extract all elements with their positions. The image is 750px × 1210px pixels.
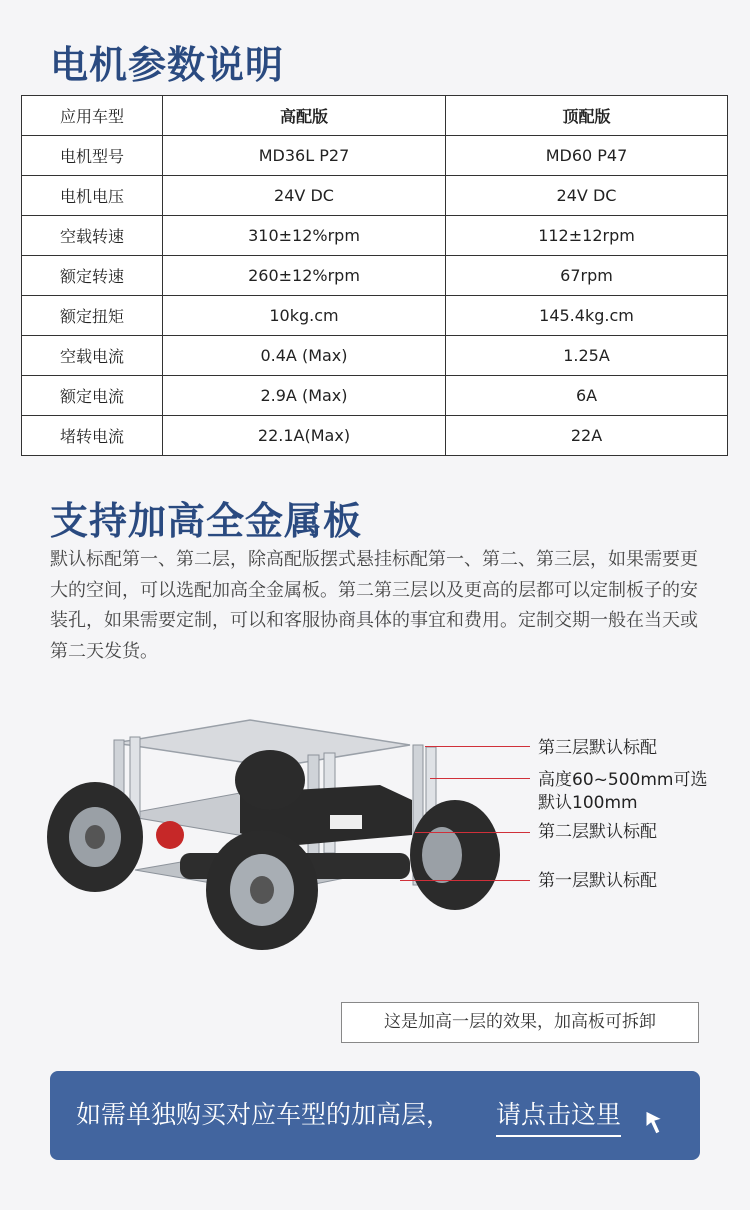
motor-spec-table xyxy=(21,95,728,456)
value-cell: 22.1A(Max) xyxy=(163,416,446,456)
value-cell: MD60 P47 xyxy=(446,136,728,176)
value-cell: 112±12rpm xyxy=(446,216,728,256)
removable-plate-note: 这是加高一层的效果，加高板可拆卸 xyxy=(341,1002,699,1043)
value-cell: 24V DC xyxy=(163,176,446,216)
row-label-cell: 空载转速 xyxy=(22,216,163,256)
header-cell: 应用车型 xyxy=(22,96,163,136)
wheel-rear-left xyxy=(235,750,305,810)
annotation-line-layer1 xyxy=(400,880,530,881)
table-row xyxy=(22,176,728,216)
value-cell: 145.4kg.cm xyxy=(446,296,728,336)
row-label-cell: 额定转速 xyxy=(22,256,163,296)
annotation-height-range: 高度60~500mm可选 xyxy=(538,770,708,790)
annotation-layer3: 第三层默认标配 xyxy=(538,738,657,758)
value-cell: MD36L P27 xyxy=(163,136,446,176)
table-header-row xyxy=(22,96,728,136)
click-here-link[interactable]: 请点击这里 xyxy=(496,1095,621,1137)
motor-params-title: 电机参数说明 xyxy=(50,43,285,87)
cursor-pointer-icon xyxy=(640,1105,668,1137)
value-cell: 310±12%rpm xyxy=(163,216,446,256)
row-label-cell: 电机型号 xyxy=(22,136,163,176)
wheel-front-right xyxy=(206,830,318,950)
banner-text: 如需单独购买对应车型的加高层， xyxy=(76,1100,452,1129)
annotation-line-height xyxy=(430,778,530,779)
header-cell: 顶配版 xyxy=(446,96,728,136)
value-cell: 67rpm xyxy=(446,256,728,296)
row-label-cell: 空载电流 xyxy=(22,336,163,376)
row-label-cell: 堵转电流 xyxy=(22,416,163,456)
purchase-banner[interactable] xyxy=(50,1071,700,1160)
metal-plate-description: 默认标配第一、第二层，除高配版摆式悬挂标配第一、第二、第三层，如果需要更大的空间，可以选配加高全金属板。第二第三层以及更高的层都可以定制板子的安装孔，如果需要定制，可以和客服协商具体的事宜和费用。定制交期一般在当天或第二天发货。 xyxy=(50,549,698,662)
annotation-line-layer2 xyxy=(415,832,530,833)
annotation-height-default: 默认100mm xyxy=(538,793,638,813)
annotation-line-layer3 xyxy=(425,746,530,747)
annotation-layer2: 第二层默认标配 xyxy=(538,822,657,842)
table-row xyxy=(22,296,728,336)
table-row xyxy=(22,416,728,456)
value-cell: 1.25A xyxy=(446,336,728,376)
wheel-front-left xyxy=(47,782,143,892)
table-row xyxy=(22,376,728,416)
wheel-rear-right xyxy=(410,800,500,910)
robot-chassis-image xyxy=(40,705,510,950)
metal-plate-title: 支持加高全金属板 xyxy=(50,499,363,543)
table-row xyxy=(22,136,728,176)
table-row xyxy=(22,256,728,296)
header-cell: 高配版 xyxy=(163,96,446,136)
value-cell: 0.4A (Max) xyxy=(163,336,446,376)
value-cell: 10kg.cm xyxy=(163,296,446,336)
table-row xyxy=(22,216,728,256)
table-row xyxy=(22,336,728,376)
value-cell: 24V DC xyxy=(446,176,728,216)
value-cell: 260±12%rpm xyxy=(163,256,446,296)
row-label-cell: 额定扭矩 xyxy=(22,296,163,336)
value-cell: 2.9A (Max) xyxy=(163,376,446,416)
value-cell: 6A xyxy=(446,376,728,416)
row-label-cell: 电机电压 xyxy=(22,176,163,216)
table-body xyxy=(22,136,728,456)
row-label-cell: 额定电流 xyxy=(22,376,163,416)
annotation-layer1: 第一层默认标配 xyxy=(538,871,657,891)
value-cell: 22A xyxy=(446,416,728,456)
